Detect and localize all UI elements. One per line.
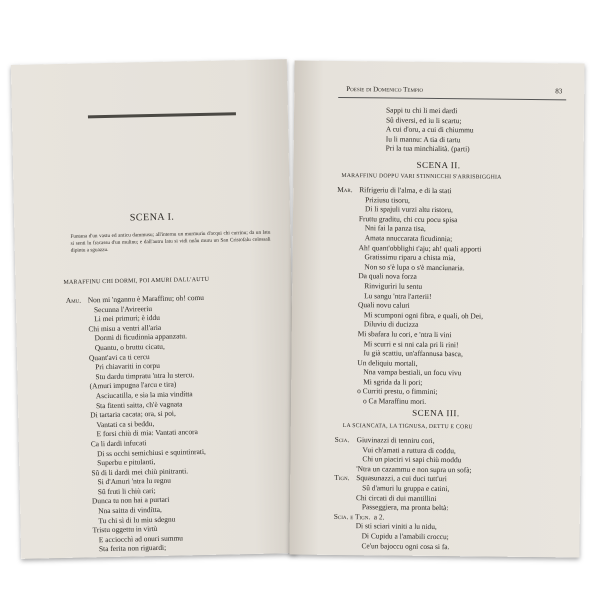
verse-text: Diluviu di ducizza xyxy=(363,319,419,330)
verse-text: Non mi 'ngannu è Maraffinu; oh! comu xyxy=(87,292,205,305)
scene3-title: SCENA III. xyxy=(412,407,460,419)
verse-text: Nna saitta di vindítta, xyxy=(98,504,162,516)
verse-text: Quali novu caluri xyxy=(357,300,410,310)
verse-block-opening xyxy=(364,105,474,154)
verse-text: Asciucatilla, e sia la mia vindítta xyxy=(95,389,193,401)
verse-text: Quantu, o bruttu cicatu, xyxy=(94,341,165,353)
verse-text: Non so s'è lupa o s'è mancíunaria. xyxy=(364,261,465,273)
verse-text: Vantati ca si beddu, xyxy=(96,418,155,429)
verse-text: Passeggiera, ma pronta beltà: xyxy=(361,502,449,513)
verse-text: E forsi chiù di mia: Vantati ancora xyxy=(96,427,198,439)
verse-text: Mi sbafara lu cori, e 'ntra li vini xyxy=(357,329,452,340)
verse-text: Sû fruti li chiù cari; xyxy=(97,485,156,497)
verse-text: Di sti sciari viniti a lu nidu, xyxy=(355,521,437,532)
verse-text: Rifrigeriu di l'alma, e di la stati xyxy=(359,185,452,196)
verse-text: Dormi di ficudinnia appanzatu. xyxy=(94,331,188,343)
verse-text: Ce'un bajoccu ogni cosa si fa. xyxy=(361,540,450,551)
running-header-title: Poesie di Domenico Tempio xyxy=(346,85,424,94)
verse-line xyxy=(333,540,470,551)
verse-text: Mi sgrida da li pori; xyxy=(363,377,423,387)
speaker-label: Tign. xyxy=(334,473,350,483)
verse-text: Sappi tu chi li mei dardi xyxy=(386,105,458,116)
speaker-label: Scia. xyxy=(334,434,350,445)
verse-line xyxy=(71,542,209,554)
scene2-heading: MARAFFINU DOPPU VARI STINNICCHI S'ARRISBIGGHIA xyxy=(341,172,502,181)
verse-text: Ca li dardi infucati xyxy=(90,438,147,449)
verse-text: Da quali nova forza xyxy=(358,271,417,282)
verse-block-left xyxy=(66,293,210,555)
speaker-label: Amu. xyxy=(65,295,82,305)
verse-text: Lu sangu 'ntra l'arterii! xyxy=(364,290,432,301)
verse-text: Squasunazzi, a cui duci tutt'uri xyxy=(356,473,447,484)
ornamental-rule xyxy=(88,112,236,118)
verse-text: Nni fai la panza tisa, xyxy=(364,223,426,234)
scene2-title: SCENA II. xyxy=(416,159,461,171)
verse-text: Vui ch'amati a ruttura di coddu, xyxy=(362,444,456,455)
verse-text: Mi scumponi ogni fibra, e quali, oh Dei, xyxy=(363,309,484,321)
verse-text: a 2. xyxy=(373,512,385,522)
verse-text: Li mei primuri; è iddu xyxy=(94,313,160,324)
page-number: 83 xyxy=(555,87,563,96)
verse-text: Di tartaria cacata; ora, si poi, xyxy=(90,408,176,420)
speaker-heading: MARAFFINU CHI DORMI, POI AMURI DALL'AUTU xyxy=(63,276,210,286)
verse-text: Tu chi sì di lu miu sdegnu xyxy=(98,514,176,525)
verse-text: Tristu oggettu in virtù xyxy=(92,524,158,535)
verse-text: Pri la tua minchialità. (parti) xyxy=(385,143,470,154)
header-rule xyxy=(338,97,566,100)
verse-text: Si d'Amuri 'ntra lu regnu xyxy=(97,475,171,487)
verse-text: Di li spajuli vurzi altu ristoru, xyxy=(364,204,453,215)
verse-text: Amata nnuccarata ficudinnia; xyxy=(364,233,453,244)
verse-block-scene3 xyxy=(333,435,471,552)
verse-text: Pri chiavariti in corpu xyxy=(95,361,160,372)
scene-title: SCENA I. xyxy=(129,211,175,224)
right-page xyxy=(289,60,584,557)
verse-text: Di ss occhi semichiusi e squintinrati, xyxy=(96,446,206,458)
verse-text: Sû d'amuri lu gruppa e catini, xyxy=(362,483,450,494)
verse-text: o Ca Maraffinu mori. xyxy=(362,396,427,406)
verse-line xyxy=(364,105,474,116)
verse-text: Nna vampa bestiali, un focu vivu xyxy=(363,367,462,378)
verse-text: Iu li mannu: A tia di tartu xyxy=(385,134,461,145)
verse-text: Sta fitenti saitta, ch'è vagnata xyxy=(95,398,183,410)
verse-text: Un deliquiu mortali, xyxy=(357,357,418,368)
verse-text: Superbu e pitulanti, xyxy=(97,457,156,468)
verse-text: Stu dardu timpratu 'ntra lu stercu. xyxy=(95,369,195,381)
speaker-label: Scia. e Tign. xyxy=(333,511,371,522)
verse-text: Secunna l'Avireeriu xyxy=(93,303,153,314)
verse-text: Chi circati di dui mantillini xyxy=(355,492,437,503)
open-book xyxy=(14,62,584,556)
verse-text: Chi misu a ventri all'aria xyxy=(88,322,162,334)
left-page xyxy=(11,59,297,559)
verse-text: Sta ferita non riguardi; xyxy=(98,543,167,554)
verse-text: 'Ntra un cazammu e non supra un sofà; xyxy=(356,463,472,475)
verse-text: Chi un piaciri vi sapi chiù moddu xyxy=(362,454,462,465)
verse-text: Gratissimu riparu a chista mia, xyxy=(364,252,456,263)
verse-text: E acciocchì ad onuri summu xyxy=(98,533,184,545)
verse-text: Di Cupidu a l'amabili croccu; xyxy=(361,531,449,542)
verse-block-scene2 xyxy=(335,185,484,407)
stage-direction: Funtana d'un vastu ed anticu dammusu; all'internu un murmuriu d'acqui chi currinu; da un latu si senti lu fracassu d'un mulinu; e dall'autru latu si vidi nnâu muru un San Cristofalu colossali dipintu a sguazzu. xyxy=(70,229,271,254)
verse-text: Mi scurri e si nni cala pri li rini! xyxy=(363,338,459,349)
verse-text: A cui d'oru, a cui di chiummu xyxy=(385,124,474,135)
verse-text: Dunca tu non hai a purtari xyxy=(91,495,170,506)
verse-text: Quant'avi ca ti cercu xyxy=(88,351,150,362)
verse-text: Giuvinazzi di tenniru cori, xyxy=(356,435,435,445)
verse-text: Ah! quant'obblighi t'aju; ah! quali apporti xyxy=(358,242,482,254)
verse-text: Sû di li dardi mei chiù pinitranti. xyxy=(91,466,189,478)
verse-text: o Curriti prestu, o fimmini; xyxy=(357,386,438,397)
verse-line xyxy=(364,144,474,155)
verse-text: (Amuri impugna l'arcu e tira) xyxy=(89,379,177,391)
running-header xyxy=(346,85,562,95)
verse-line xyxy=(335,396,482,407)
scene3-heading: LA SCIANCATA, LA TIGNUSA, DETTU E CORU xyxy=(342,423,473,431)
speaker-label: Mar. xyxy=(337,184,353,195)
verse-text: Priziusu tisoru, xyxy=(365,194,410,205)
verse-text: Fruttu graditu, chi ccu pocu spisa xyxy=(358,213,458,224)
verse-text: Iu già scattiu, un'affannusa basca, xyxy=(363,348,463,359)
verse-text: Sû diversi, ed iu li scartu; xyxy=(385,115,462,125)
verse-text: Rinvigurìri lu sentu xyxy=(364,281,423,291)
